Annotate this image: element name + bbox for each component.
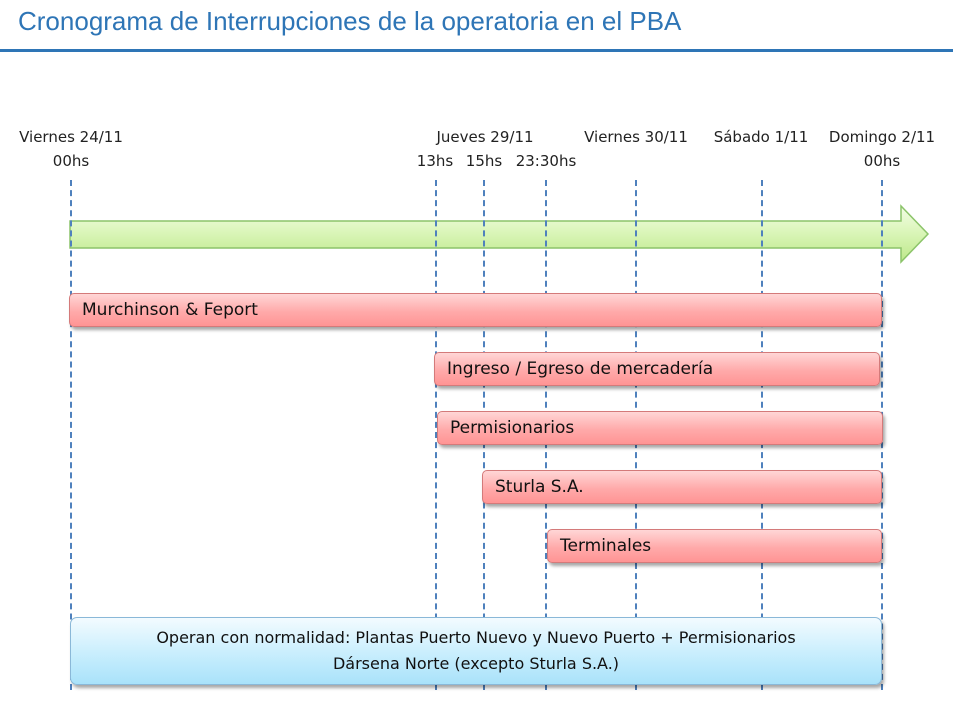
bar-murchinson-feport xyxy=(69,293,882,327)
date-label-viernes-24: Viernes 24/11 xyxy=(19,128,123,146)
time-label-15hs: 15hs xyxy=(465,152,503,170)
title-divider xyxy=(0,49,953,52)
normal-operation-line-2: Dársena Norte (excepto Sturla S.A.) xyxy=(332,654,620,673)
bar-label: Murchinson & Feport xyxy=(82,300,258,320)
time-label-2330hs: 23:30hs xyxy=(515,152,577,170)
bar-terminales xyxy=(547,529,882,563)
time-label-end: 00hs xyxy=(863,152,901,170)
timeline-arrow xyxy=(69,203,931,265)
date-label-jueves-29: Jueves 29/11 xyxy=(436,128,534,146)
bar-ingreso-egreso xyxy=(434,352,880,386)
gridline-viernes-24 xyxy=(70,180,72,690)
bar-label: Sturla S.A. xyxy=(495,477,584,497)
bar-permisionarios xyxy=(437,411,883,445)
date-label-domingo-2: Domingo 2/11 xyxy=(828,128,936,146)
normal-operation-line-1: Operan con normalidad: Plantas Puerto Nuevo y Nuevo Puerto + Permisionarios xyxy=(156,628,796,647)
normal-operation-box xyxy=(70,617,882,685)
bar-label: Ingreso / Egreso de mercadería xyxy=(447,359,714,379)
bar-sturla xyxy=(482,470,882,504)
date-label-sabado-1: Sábado 1/11 xyxy=(713,128,809,146)
page-title: Cronograma de Interrupciones de la operatoria en el PBA xyxy=(18,6,682,36)
time-label-start: 00hs xyxy=(52,152,90,170)
time-label-13hs: 13hs xyxy=(416,152,454,170)
bar-label: Terminales xyxy=(560,536,652,556)
date-label-viernes-30: Viernes 30/11 xyxy=(584,128,688,146)
bar-label: Permisionarios xyxy=(450,418,575,438)
